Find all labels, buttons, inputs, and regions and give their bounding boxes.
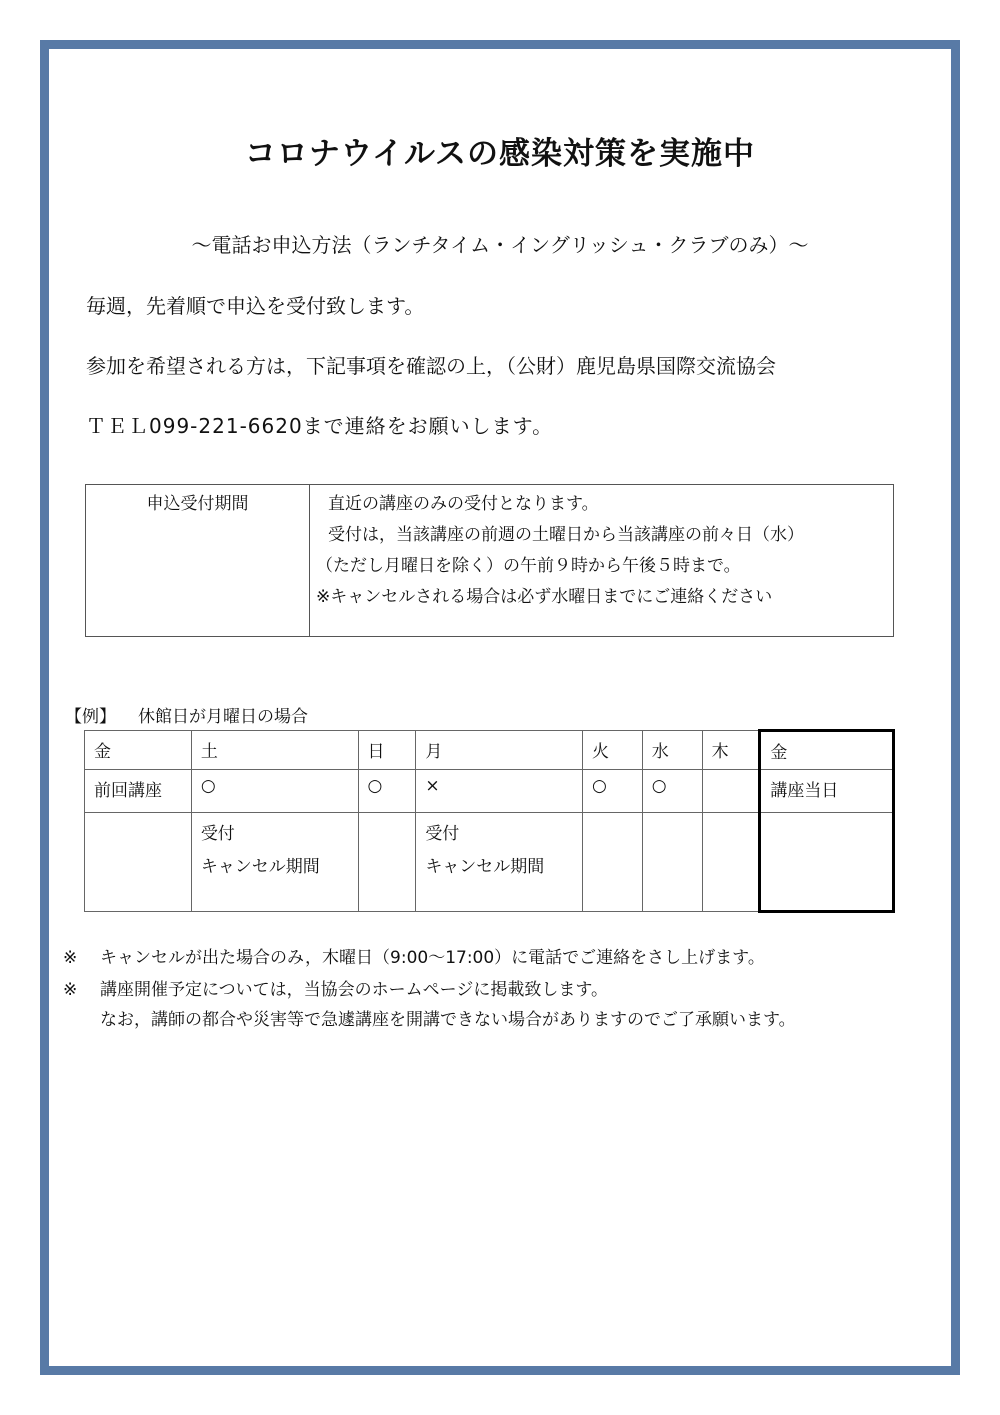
page-title: コロナウイルスの感染対策を実施中 (244, 136, 756, 172)
status-cell: × (416, 770, 583, 813)
day-cell: 土 (191, 731, 358, 770)
note-mark: ※ (63, 948, 78, 968)
day-cell-lecture-day: 金 (760, 731, 894, 770)
status-cell: ○ (642, 770, 702, 813)
status-cell: ○ (358, 770, 416, 813)
intro-line-tel: ＴＥＬ099-221-6620まで連絡をお願いします。 (86, 414, 554, 438)
note-schedule (63, 975, 608, 1000)
period-cell (358, 813, 416, 912)
application-period-line: 受付は，当該講座の前週の土曜日から当該講座の前々日（水） (328, 525, 804, 545)
application-period-details (310, 485, 894, 637)
status-cell: ○ (191, 770, 358, 813)
application-period-table (85, 484, 894, 637)
status-cell (702, 770, 760, 813)
application-period-line: （ただし月曜日を除く）の午前９時から午後５時まで。 (316, 556, 741, 576)
note-schedule-continued: なお，講師の都合や災害等で急遽講座を開講できない場合がありますのでご了承願います。 (100, 1010, 796, 1030)
page-subtitle: ～電話お申込方法（ランチタイム・イングリッシュ・クラブのみ）～ (191, 233, 809, 257)
application-period-line: ※キャンセルされる場合は必ず水曜日までにご連絡ください (316, 587, 773, 607)
period-cell (642, 813, 702, 912)
status-cell-lecture-day: 講座当日 (760, 770, 894, 813)
period-cell-line: キャンセル期間 (200, 857, 320, 877)
period-cell-line: キャンセル期間 (425, 857, 545, 877)
day-cell: 火 (583, 731, 643, 770)
note-text: キャンセルが出た場合のみ，木曜日（9:00～17:00）に電話でご連絡をさし上げます。 (100, 948, 765, 968)
period-cell (416, 813, 583, 912)
period-cell (85, 813, 192, 912)
status-cell: 前回講座 (85, 770, 192, 813)
period-cell (583, 813, 643, 912)
note-mark: ※ (63, 980, 78, 1000)
day-cell: 日 (358, 731, 416, 770)
intro-line-1: 毎週，先着順で申込を受付致します。 (86, 294, 425, 318)
period-cell (702, 813, 760, 912)
day-cell: 水 (642, 731, 702, 770)
period-cell (191, 813, 358, 912)
day-cell: 木 (702, 731, 760, 770)
weekly-schedule-table (84, 729, 895, 913)
period-cell-line: 受付 (200, 824, 235, 844)
day-cell: 金 (85, 731, 192, 770)
note-cancellation (63, 943, 765, 968)
application-period-line: 直近の講座のみの受付となります。 (328, 494, 599, 514)
period-cell-lecture-day (760, 813, 894, 912)
example-heading-text: 休館日が月曜日の場合 (138, 707, 308, 727)
day-cell: 月 (416, 731, 583, 770)
period-cell-line: 受付 (425, 824, 460, 844)
intro-line-2: 参加を希望される方は，下記事項を確認の上，（公財）鹿児島県国際交流協会 (86, 354, 776, 378)
note-text: 講座開催予定については，当協会のホームページに掲載致します。 (100, 980, 608, 1000)
example-heading-bracket: 【例】 (65, 707, 116, 727)
status-cell: ○ (583, 770, 643, 813)
application-period-label: 申込受付期間 (86, 485, 310, 637)
example-heading (65, 702, 308, 727)
